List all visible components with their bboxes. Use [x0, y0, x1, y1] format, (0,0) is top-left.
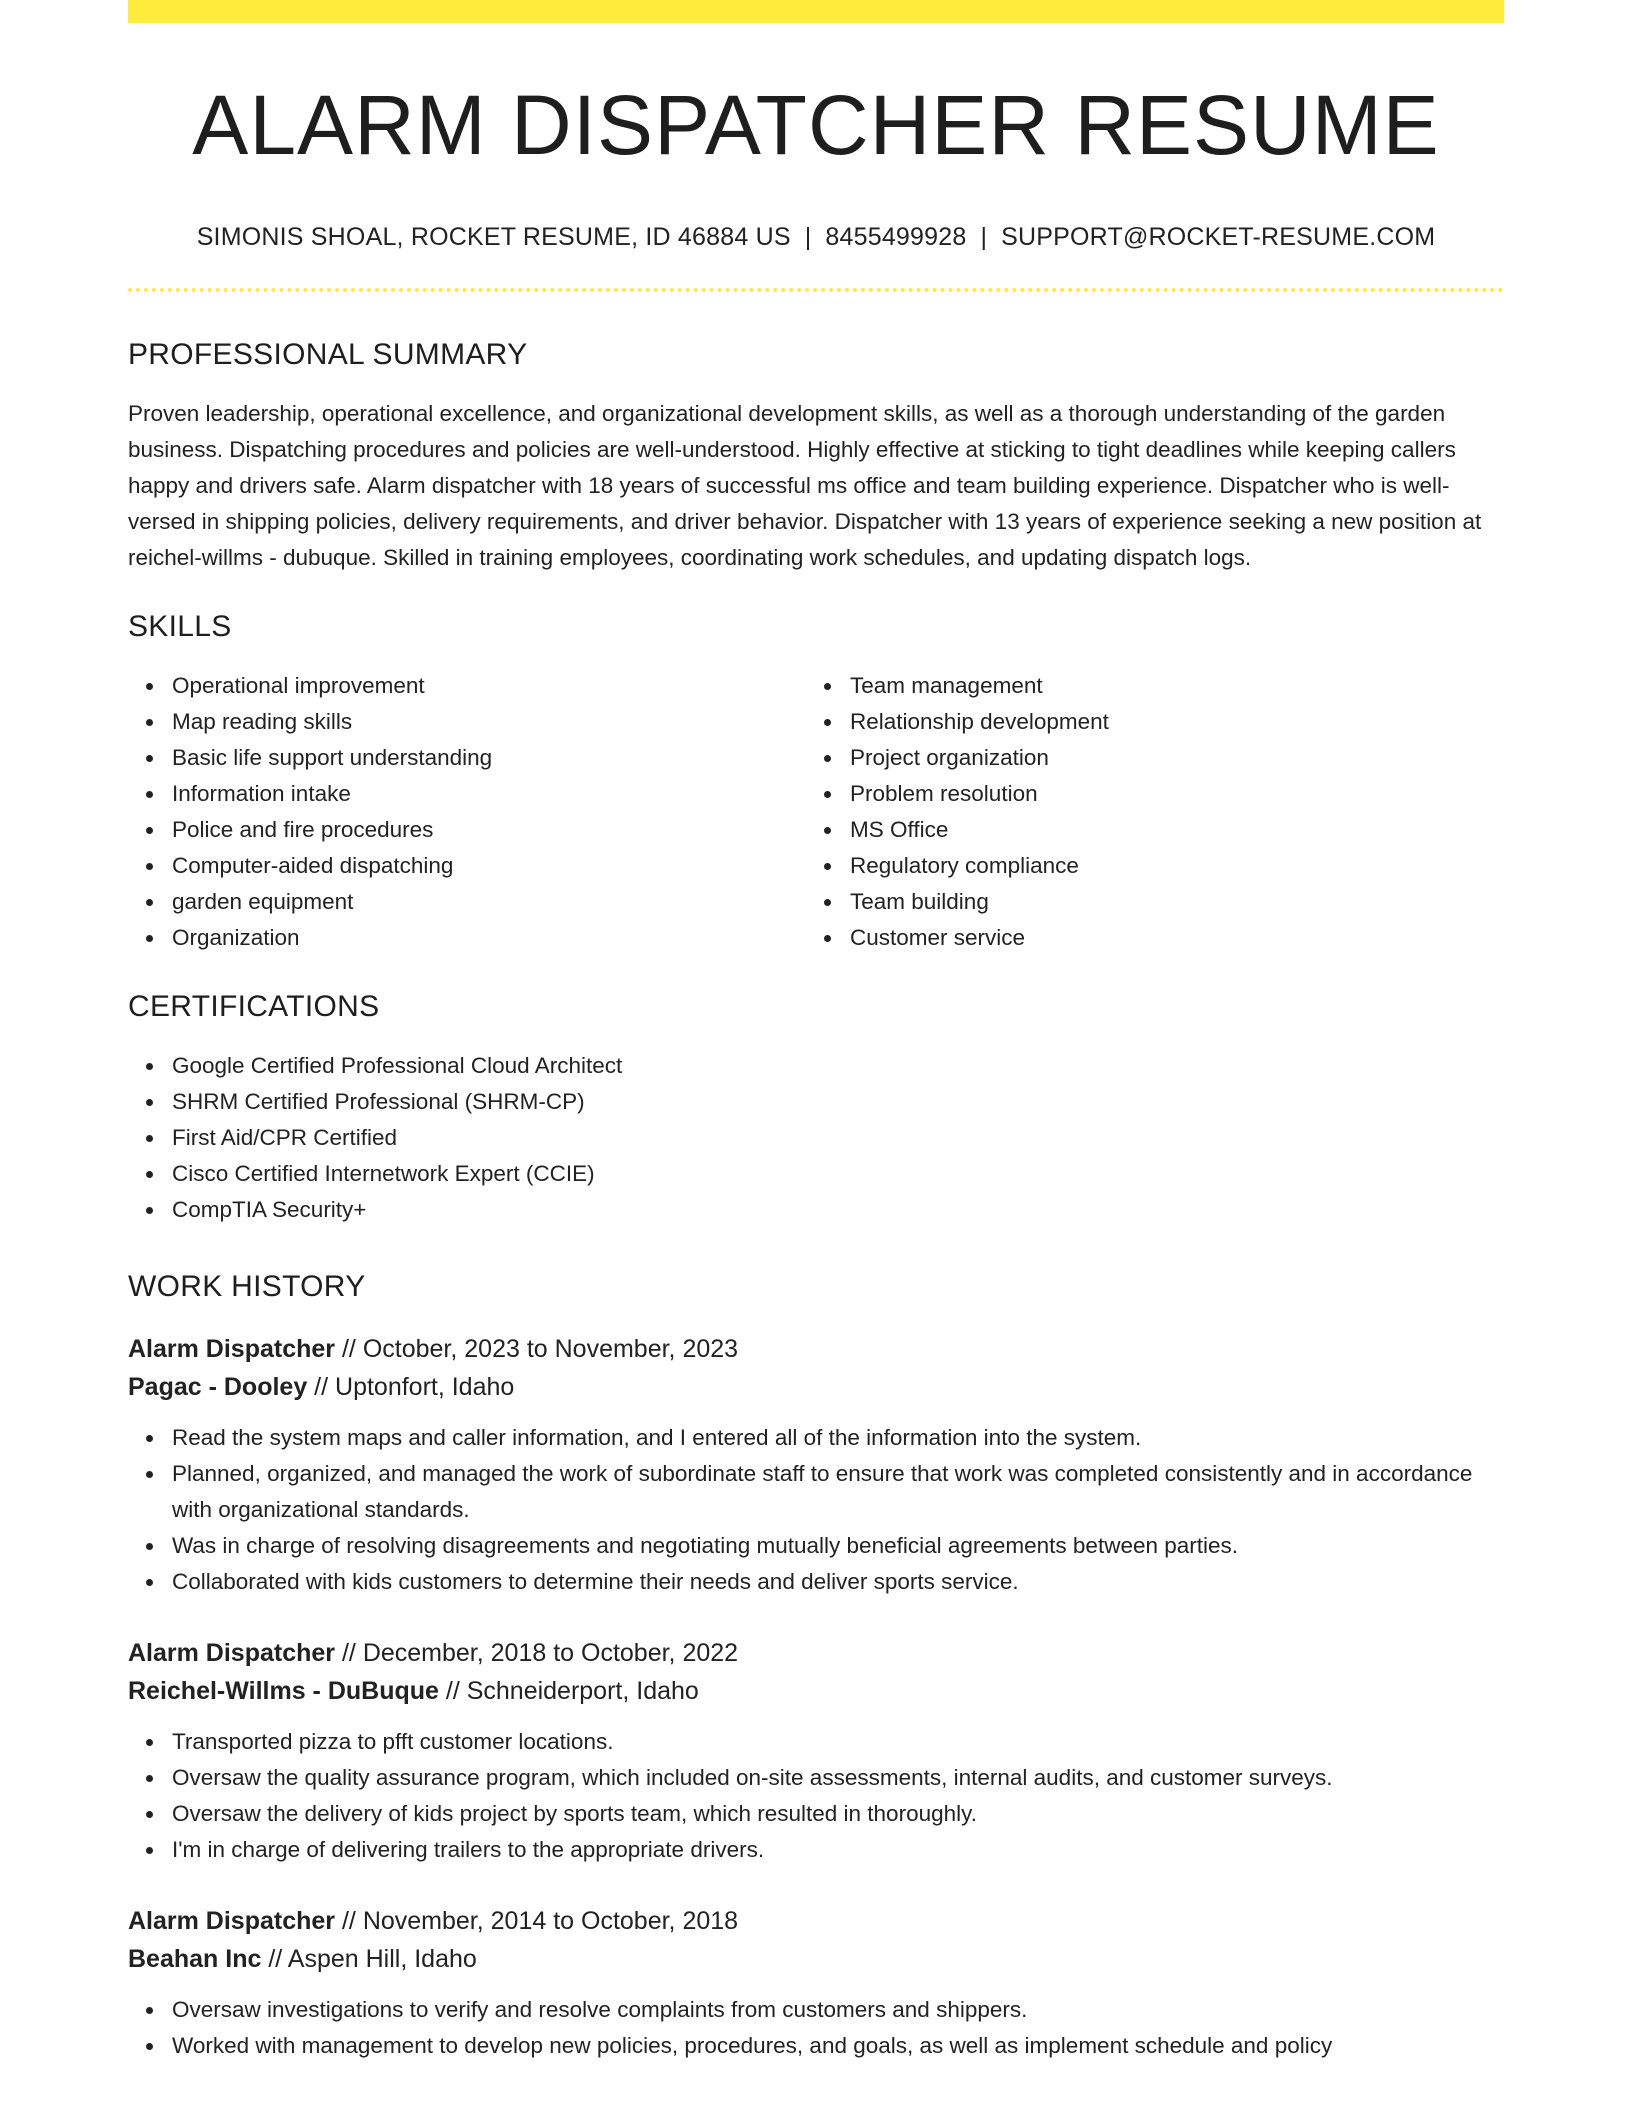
job-entry — [128, 1634, 1504, 1868]
job-duty: Oversaw investigations to verify and resolve complaints from customers and shippers. — [172, 1992, 1504, 2028]
certification-item: Google Certified Professional Cloud Architect — [172, 1048, 1504, 1084]
job-dates: // December, 2018 to October, 2022 — [335, 1639, 739, 1667]
skills-list-right — [806, 668, 1484, 956]
certification-item: CompTIA Security+ — [172, 1192, 1504, 1228]
contact-email: SUPPORT@ROCKET-RESUME.COM — [1001, 223, 1436, 251]
resume-page — [128, 0, 1504, 2064]
contact-phone: 8455499928 — [825, 223, 967, 251]
dotted-divider — [128, 288, 1504, 292]
skills-grid — [128, 668, 1504, 956]
work-history-heading: WORK HISTORY — [128, 1270, 366, 1303]
job-duties-list — [128, 1992, 1504, 2064]
job-title-line — [128, 1902, 1504, 1940]
job-duty: Collaborated with kids customers to determine their needs and deliver sports service. — [172, 1564, 1504, 1600]
certification-item: Cisco Certified Internetwork Expert (CCIE) — [172, 1156, 1504, 1192]
skills-column-right — [806, 668, 1484, 956]
certification-item: SHRM Certified Professional (SHRM-CP) — [172, 1084, 1504, 1120]
skill-item: Relationship development — [850, 704, 1484, 740]
certifications-heading: CERTIFICATIONS — [128, 990, 380, 1023]
skill-item: Regulatory compliance — [850, 848, 1484, 884]
job-duties-list — [128, 1724, 1504, 1868]
job-title-line — [128, 1330, 1504, 1368]
job-duty: Read the system maps and caller information, and I entered all of the information into the system. — [172, 1420, 1504, 1456]
skill-item: Organization — [172, 920, 806, 956]
skill-item: Police and fire procedures — [172, 812, 806, 848]
job-location: // Aspen Hill, Idaho — [261, 1945, 477, 1973]
job-duty: Oversaw the quality assurance program, which included on-site assessments, internal audits, and customer surveys. — [172, 1760, 1504, 1796]
accent-top-bar — [128, 0, 1504, 23]
summary-heading: PROFESSIONAL SUMMARY — [128, 338, 528, 371]
job-company-line — [128, 1368, 1504, 1406]
job-title: Alarm Dispatcher — [128, 1907, 336, 1935]
job-entry — [128, 1902, 1504, 2064]
skill-item: Basic life support understanding — [172, 740, 806, 776]
skill-item: Computer-aided dispatching — [172, 848, 806, 884]
contact-address: SIMONIS SHOAL, ROCKET RESUME, ID 46884 US — [196, 223, 791, 251]
job-dates: // November, 2014 to October, 2018 — [335, 1907, 739, 1935]
skills-column-left — [128, 668, 806, 956]
job-company: Beahan Inc — [128, 1945, 262, 1973]
skill-item: MS Office — [850, 812, 1484, 848]
job-title: Alarm Dispatcher — [128, 1335, 336, 1363]
skills-heading: SKILLS — [128, 610, 232, 643]
job-location: // Schneiderport, Idaho — [438, 1677, 699, 1705]
job-duty: Worked with management to develop new policies, procedures, and goals, as well as implement schedule and policy — [172, 2028, 1504, 2064]
job-duty: I'm in charge of delivering trailers to the appropriate drivers. — [172, 1832, 1504, 1868]
certifications-list — [128, 1048, 1504, 1228]
skill-item: Team management — [850, 668, 1484, 704]
skill-item: Information intake — [172, 776, 806, 812]
job-title: Alarm Dispatcher — [128, 1639, 336, 1667]
summary-text: Proven leadership, operational excellence, and organizational development skills, as well as a thorough understanding of the garden business. Dispatching procedures and policies are well-understood. Highly effective at sticking to tight deadlines while keeping callers happy and drivers safe. Alarm dispatcher with 18 years of successful ms office and team building experience. Dispatcher who is well-versed in shipping policies, delivery requirements, and driver behavior. Dispatcher with 13 years of experience seeking a new position at reichel-willms - dubuque. Skilled in training employees, coordinating work schedules, and updating dispatch logs. — [128, 401, 1482, 570]
skill-item: Map reading skills — [172, 704, 806, 740]
job-location: // Uptonfort, Idaho — [307, 1373, 515, 1401]
job-duties-list — [128, 1420, 1504, 1600]
skill-item: Team building — [850, 884, 1484, 920]
contact-separator: | — [804, 223, 812, 251]
skill-item: Problem resolution — [850, 776, 1484, 812]
job-duty: Planned, organized, and managed the work of subordinate staff to ensure that work was completed consistently and in accordance with organizational standards. — [172, 1456, 1504, 1528]
job-dates: // October, 2023 to November, 2023 — [335, 1335, 739, 1363]
certification-item: First Aid/CPR Certified — [172, 1120, 1504, 1156]
contact-separator: | — [980, 223, 988, 251]
job-company-line — [128, 1672, 1504, 1710]
job-company: Reichel-Willms - DuBuque — [128, 1677, 439, 1705]
skill-item: Customer service — [850, 920, 1484, 956]
job-title-line — [128, 1634, 1504, 1672]
skill-item: garden equipment — [172, 884, 806, 920]
skills-list-left — [128, 668, 806, 956]
job-company-line — [128, 1940, 1504, 1978]
job-duty: Was in charge of resolving disagreements and negotiating mutually beneficial agreements between parties. — [172, 1528, 1504, 1564]
job-entry — [128, 1330, 1504, 1600]
job-company: Pagac - Dooley — [128, 1373, 308, 1401]
skill-item: Operational improvement — [172, 668, 806, 704]
job-duty: Oversaw the delivery of kids project by sports team, which resulted in thoroughly. — [172, 1796, 1504, 1832]
skill-item: Project organization — [850, 740, 1484, 776]
contact-line — [128, 225, 1504, 250]
job-duty: Transported pizza to pfft customer locations. — [172, 1724, 1504, 1760]
resume-title: ALARM DISPATCHER RESUME — [192, 78, 1440, 172]
